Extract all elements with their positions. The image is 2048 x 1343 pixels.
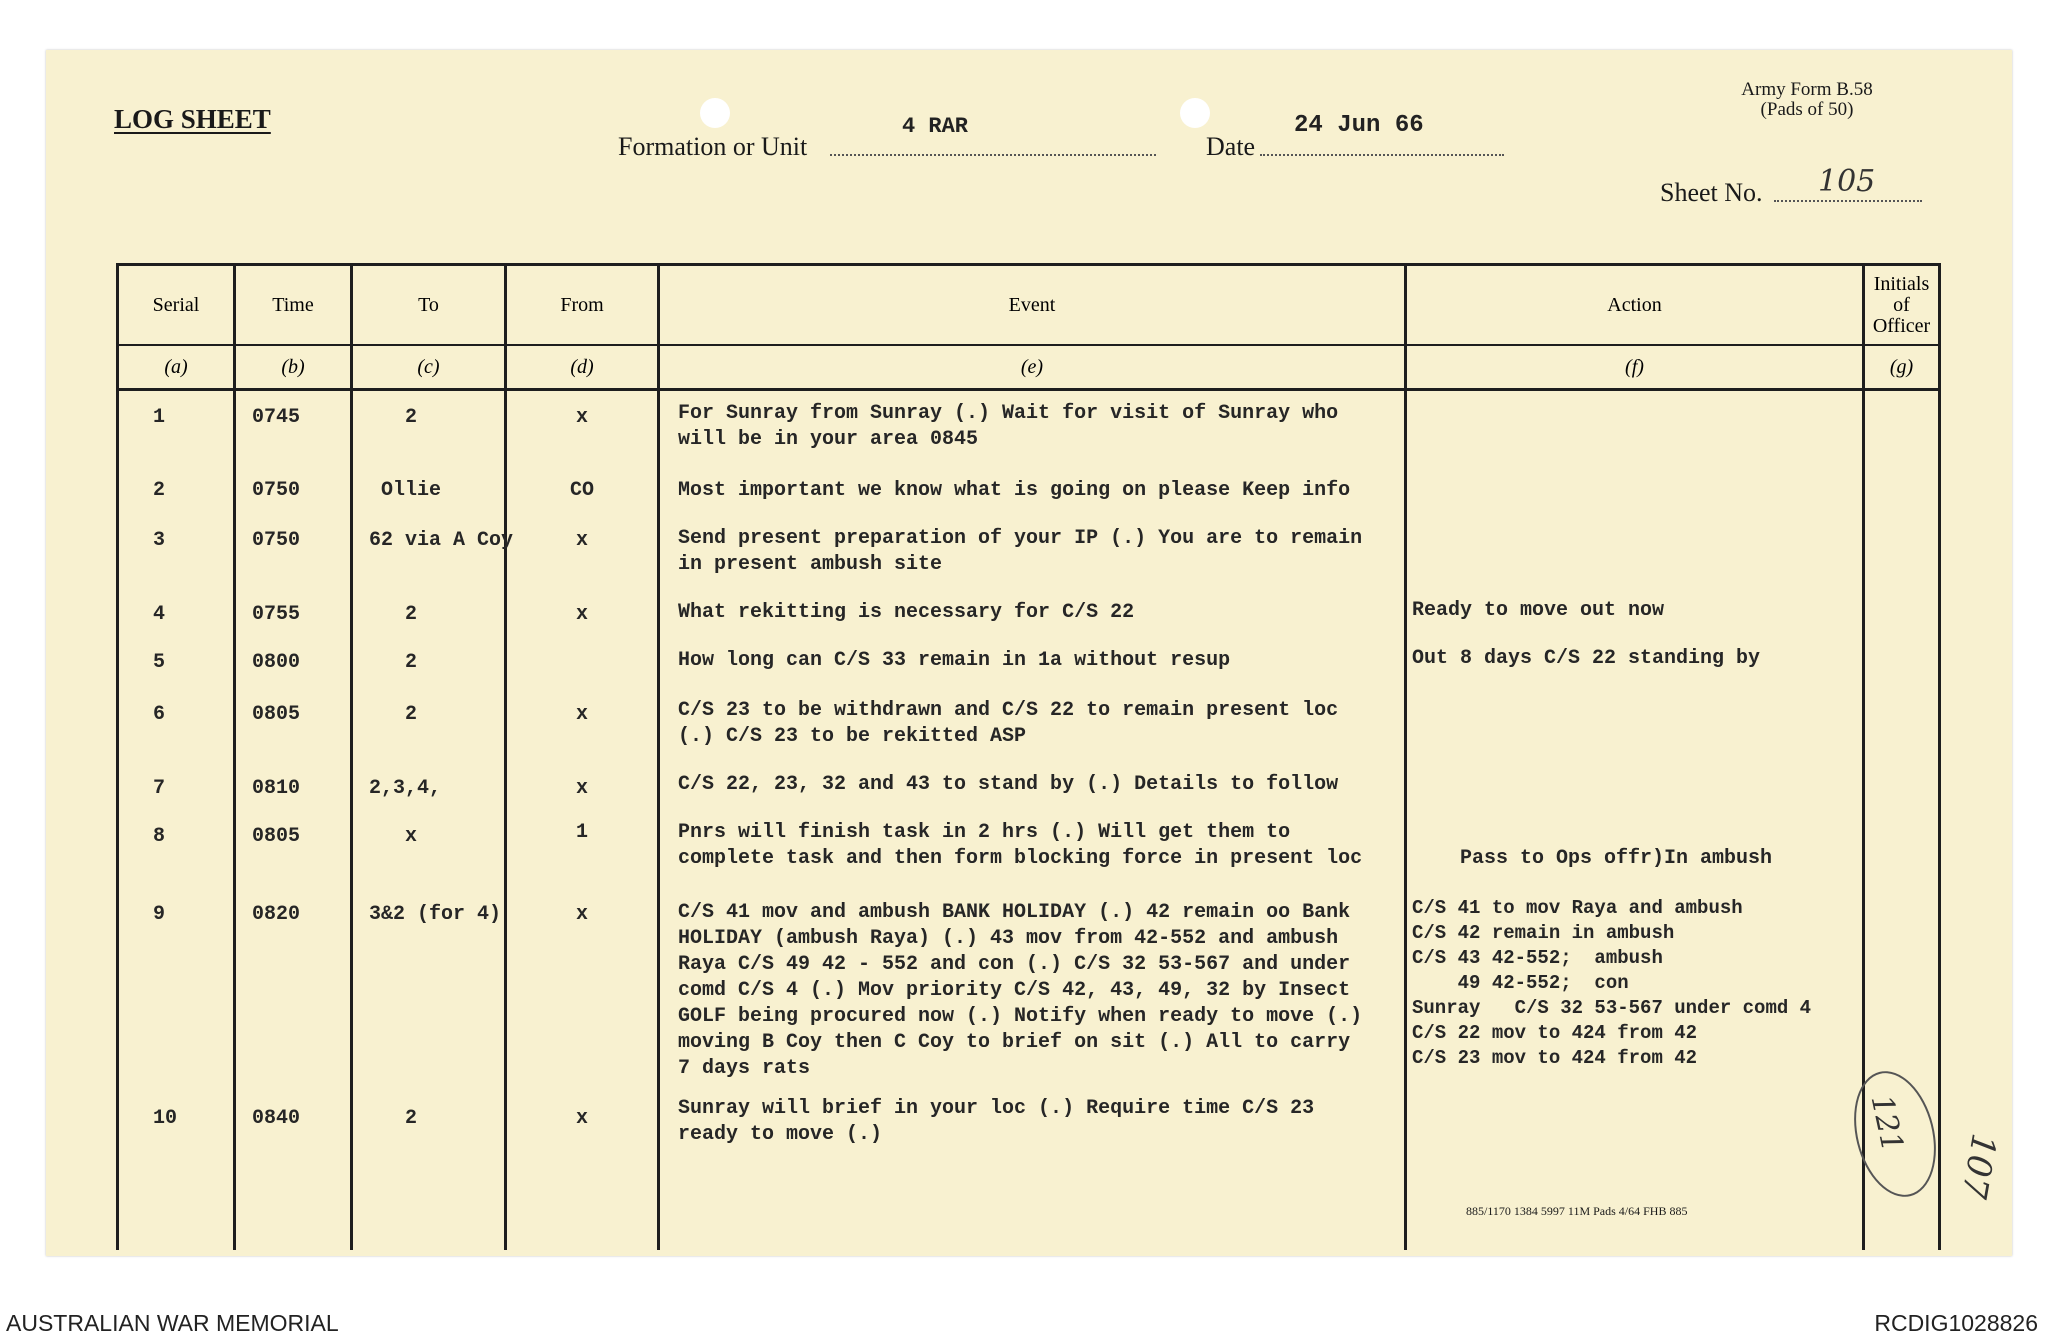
to-cell: 3&2 (for 4) [369,902,502,926]
initials-cell [1864,688,1940,764]
time-cell: 0750 [252,478,301,502]
to-cell: 2 [369,406,418,429]
initials-cell [1864,390,1940,466]
serial-cell: 1 [153,406,166,429]
action-cell: Out 8 days C/S 22 standing by [1412,646,1761,670]
letter-d: (d) [506,345,659,390]
print-code: 885/1170 1384 5997 11M Pads 4/64 FHB 885 [1466,1204,1688,1218]
header-to: To [352,265,506,346]
form-title: LOG SHEET [114,104,271,134]
sheet-number-label: Sheet No. [1660,178,1763,207]
formation-label: Formation or Unit [618,132,808,161]
sheet-number-value: 105 [1818,164,1876,199]
from-cell: x [575,528,588,552]
time-cell: 0810 [252,776,301,800]
from-cell: x [575,702,588,726]
time-cell: 0820 [252,902,301,926]
initials-cell [1864,516,1940,590]
action-cell [1407,391,1862,401]
punch-hole-left [700,98,730,128]
event-cell: For Sunray from Sunray (.) Wait for visit of Sunray who will be in your area 0845 [678,402,1339,451]
action-cell [1407,466,1862,478]
letter-g: (g) [1864,345,1940,390]
action-cell [1407,516,1862,526]
margin-number: 107 [1953,1130,2004,1202]
event-cell: C/S 22, 23, 32 and 43 to stand by (.) Details to follow [678,772,1339,796]
serial-cell: 9 [153,902,166,926]
to-cell: 2 [369,602,418,626]
footer-id: RCDIG1028826 [1874,1310,2038,1336]
serial-cell: 3 [153,528,166,552]
formation-dotted-line [830,154,1156,156]
event-cell: Pnrs will finish task in 2 hrs (.) Will get them to complete task and then form blocking force in present loc [678,820,1363,870]
event-cell: C/S 23 to be withdrawn and C/S 22 to remain present loc (.) C/S 23 to be rekitted ASP [678,698,1339,748]
letter-b: (b) [235,345,352,390]
date-label: Date [1206,132,1256,161]
army-form-number: Army Form B.58 [1741,79,1873,100]
serial-cell: 7 [153,776,166,800]
letter-e: (e) [659,345,1406,390]
from-cell: x [575,1106,588,1130]
serial-cell: 6 [153,702,166,726]
event-cell: How long can C/S 33 remain in 1a without resup [678,648,1231,672]
letter-f: (f) [1406,345,1864,390]
footer-source: AUSTRALIAN WAR MEMORIAL [6,1310,339,1336]
action-cell [1407,764,1862,772]
from-cell [507,638,657,650]
event-cell: C/S 41 mov and ambush BANK HOLIDAY (.) 42 remain oo Bank HOLIDAY (ambush Raya) (.) 43 mov from 42-552 and ambush Raya C/S 49 42 - 552 and con (.) C/S 32 53-567 and under comd C/S 4 (.) Mov priority C/S 42, 43, 49, 32 by Insect GOLF being procured now (.) Notify when ready to move (.) moving B Coy then C Coy to brief on sit (.) All to carry 7 days rats [678,900,1363,1080]
table-row [118,814,1940,890]
action-cell: Pass to Ops offr)In ambush [1460,846,1773,870]
from-cell: x [575,776,588,800]
table-row [118,688,1940,764]
initials-cell [1864,890,1940,1094]
time-cell: 0745 [252,406,301,429]
punch-hole-right [1180,98,1210,128]
initials-cell [1864,814,1940,890]
log-sheet-paper [46,50,2012,1256]
pads-note: (Pads of 50) [1760,99,1854,120]
time-cell: 0755 [252,602,301,626]
header-time: Time [235,265,352,346]
header-serial: Serial [118,265,235,346]
initials-cell [1864,466,1940,516]
letter-a: (a) [118,345,235,390]
date-dotted-line [1260,154,1504,156]
table-row [118,590,1940,638]
from-cell: x [575,902,588,926]
letter-row [118,345,1940,390]
initials-cell [1864,590,1940,638]
date-value: 24 Jun 66 [1294,112,1424,139]
from-cell: CO [569,478,594,502]
table-row [118,466,1940,516]
table-row [118,638,1940,688]
time-cell: 0750 [252,528,301,552]
action-cell: C/S 41 to mov Raya and ambush C/S 42 remain in ambush C/S 43 42-552; ambush 49 42-552; con Sunray C/S 32 53-567 under comd 4 C/S 22 mov to 424 from 42 C/S 23 mov to 424 from 42 [1412,896,1812,1069]
initials-cell [1864,764,1940,814]
time-cell: 0840 [252,1106,301,1130]
serial-cell: 2 [153,478,166,502]
table-row [118,1094,1940,1251]
from-cell: x [575,602,588,626]
to-cell: Ollie [369,478,442,502]
army-form-label [1712,80,1902,120]
stamp-number: 121 [1863,1091,1910,1156]
log-table [116,263,1941,1250]
header-initials: Initials of Officer [1864,265,1940,346]
sheet-number-dotted-line [1774,200,1922,202]
table-row [118,890,1940,1094]
from-cell: 1 [575,820,588,844]
header-from: From [506,265,659,346]
to-cell: 2 [369,1106,418,1130]
formation-value: 4 RAR [902,114,969,139]
to-cell: 2,3,4, [369,776,442,800]
to-cell: 62 via A Coy [369,528,514,552]
to-cell: 2 [369,702,418,726]
serial-cell: 8 [153,824,166,848]
from-cell: x [575,406,588,429]
event-cell: Send present preparation of your IP (.) You are to remain in present ambush site [678,526,1363,576]
serial-cell: 4 [153,602,166,626]
event-cell: What rekitting is necessary for C/S 22 [678,600,1135,624]
serial-cell: 5 [153,650,166,674]
header-action: Action [1406,265,1864,346]
table-row [118,390,1940,466]
table-row [118,516,1940,590]
action-cell: Ready to move out now [1412,598,1665,622]
to-cell: x [369,824,418,848]
serial-cell: 10 [153,1106,178,1130]
event-cell: Sunray will brief in your loc (.) Require time C/S 23 ready to move (.) [678,1096,1315,1146]
header-event: Event [659,265,1406,346]
time-cell: 0805 [252,824,301,848]
action-cell [1407,688,1862,698]
letter-c: (c) [352,345,506,390]
initials-cell [1864,638,1940,688]
time-cell: 0805 [252,702,301,726]
to-cell: 2 [369,650,418,674]
table-row [118,764,1940,814]
event-cell: Most important we know what is going on please Keep info [678,478,1351,502]
header-row [118,265,1940,346]
time-cell: 0800 [252,650,301,674]
